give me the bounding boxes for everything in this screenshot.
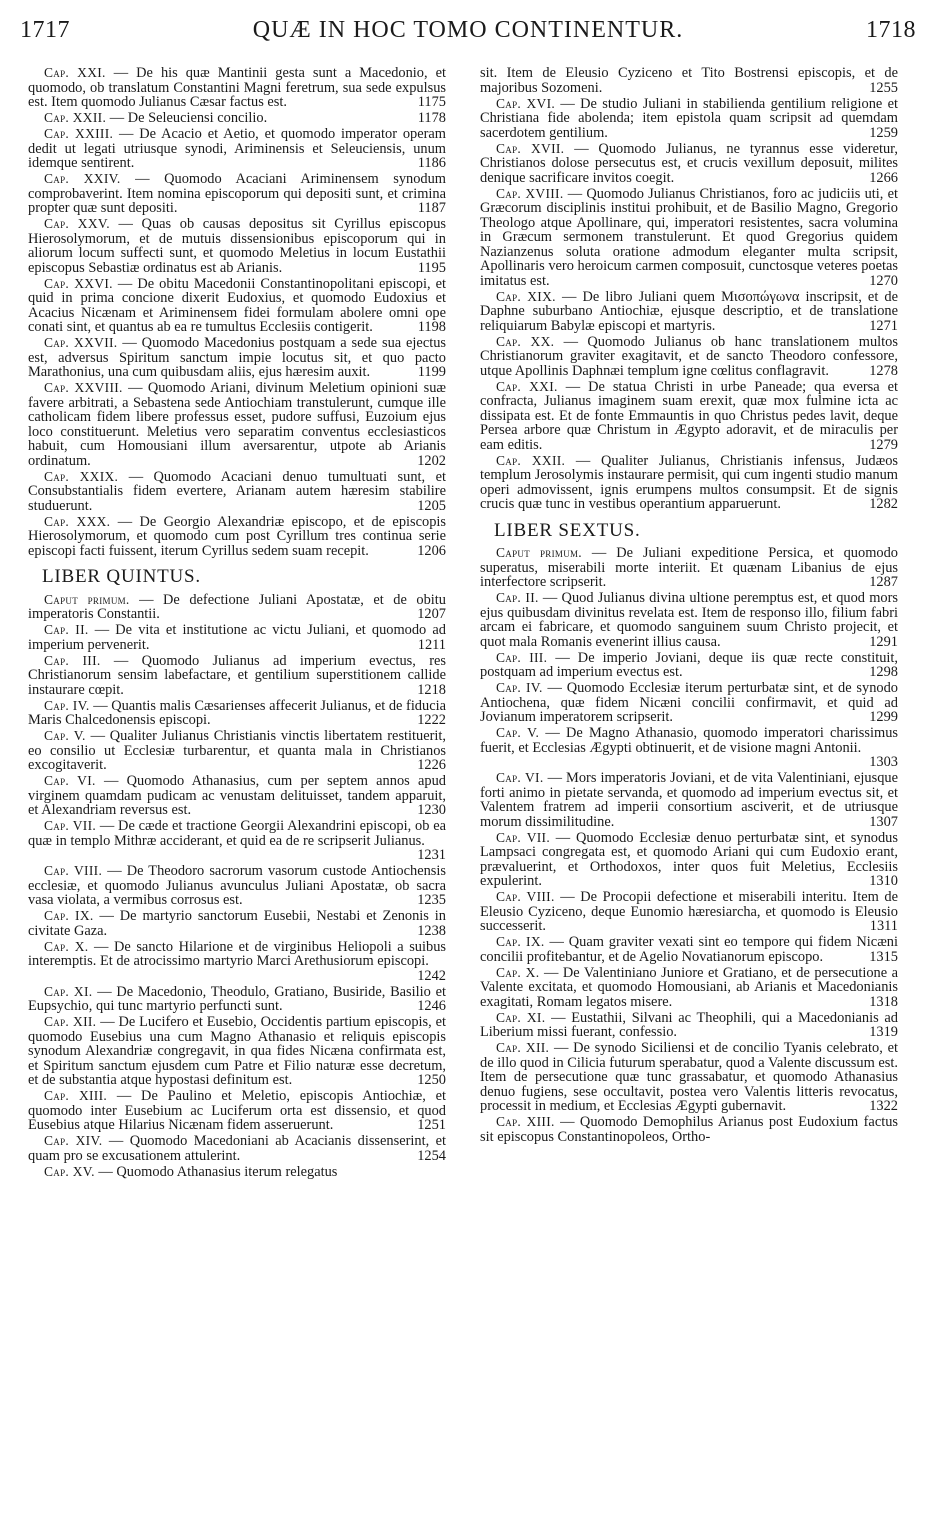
- chapter-page-number: 1211: [417, 636, 446, 653]
- chapter-label: Cap. XXX.: [44, 513, 111, 529]
- chapter-text: — Quomodo Demophilus Arianus post Eudoxium factus sit episcopus Constantinopoleos, Ortho-: [480, 1114, 898, 1145]
- chapter-text: — Quod Julianus divina ultione peremptus est, et quod mors ejus quibusdam divinitus revelata est. Item de responso illo, filium fabri arcam ei fabricare, et quomodo sanguinem suum Christo projecit, et quot mala Romanis evenerint illius causa.: [480, 590, 898, 650]
- chapter-label: Cap. VII.: [44, 818, 97, 833]
- chapter-entry: [480, 890, 898, 934]
- chapter-label: Cap. XII.: [496, 1040, 550, 1055]
- chapter-label: Cap. XVIII.: [496, 185, 564, 201]
- chapter-text: — Quomodo Athanasius, cum per septem annos apud virginem quamdam pudicam ac venustam delituisset, tandem apparuit, et Alexandriam reversus est.: [28, 773, 446, 818]
- chapter-text: — De synodo Siciliensi et de concilio Tyanis celebrato, et de illo quod in Cilicia futurum sperabatur, quod a Valente discussum est. Item de persecutione quæ tunc grassabatur, et quomodo Athanasius denuo fugiens, sese occultavit, postea vero Valentis litteris revocatus, processit in medium, et Ecclesias Ægypti gubernavit.: [480, 1040, 898, 1114]
- chapter-entry: [480, 1041, 898, 1114]
- chapter-text: — De Theodoro sacrorum vasorum custode Antiochensis ecclesiæ, et quomodo Julianus avunculus Juliani Apostatæ, ob sacra vasa violata, a vermibus corrosus est.: [28, 863, 446, 908]
- chapter-page-number: 1291: [869, 633, 898, 650]
- chapter-text: — De defectione Juliani Apostatæ, et de obitu imperatoris Constantii.: [28, 591, 446, 622]
- chapter-page-number: 1218: [417, 681, 446, 698]
- chapter-text: — Quomodo Ecclesiæ denuo perturbatæ sint, et synodus Lampsaci congregata est, et quomodo Ariani qui cum Eudoxio erant, prævaluerint, et Orthodoxos, inter quos fuit Meletius, Ecclesiis expulerint.: [480, 829, 898, 889]
- chapter-label: Cap. XXIX.: [44, 468, 119, 484]
- chapter-text: — Qualiter Julianus, Christianis infensus, Judæos templum Jerosolymis instaurare permisit, qui cum ingenti studio manum operi admovissent, ignis erumpens multos consumpsit. Et de signis crucis quæ tunc in vestibus operantium apparuerunt.: [480, 452, 898, 512]
- chapter-page-number: 1319: [869, 1024, 898, 1040]
- chapter-text: — Quomodo Julianus ob hanc translationem multos Christianorum graviter exagitavit, et de sancto Theodoro confessore, utque Apollinis Daphnæi templum igne cœlitus conflagravit.: [480, 333, 898, 379]
- chapter-entry: [28, 381, 446, 468]
- chapter-label: Cap. XIII.: [496, 1114, 555, 1129]
- chapter-text: — De sancto Hilarione et de virginibus Heliopoli a suibus interemptis. Et de atrocissimo martyrio Marci Arethusiorum episcopi.: [28, 938, 446, 969]
- chapter-page-number: 1238: [417, 922, 446, 939]
- chapter-entry: [28, 336, 446, 380]
- chapter-page-number: 1311: [869, 918, 898, 934]
- chapter-text: — Quomodo Macedonius postquam a sede sua ejectus est, adversus Spiritum sanctum impie locutus sit, et quo pacto Marathonius, una cum quibusdam aliis, ejus hæresim auxit.: [28, 335, 446, 380]
- chapter-page-number: 1242: [417, 967, 446, 984]
- chapter-label: Cap. IV.: [44, 697, 90, 713]
- chapter-page-number: 1318: [869, 993, 898, 1010]
- chapter-label: Cap. XIII.: [44, 1088, 108, 1103]
- page-number-right: 1718: [865, 16, 916, 43]
- chapter-page-number: 1255: [869, 79, 898, 96]
- chapter-text: — Quomodo Julianus ad imperium evectus, res Christianorum sensim labefactare, et gentilium superstitionem callide instaurare cœpit.: [28, 652, 446, 698]
- chapter-entry: [28, 729, 446, 773]
- chapter-label: Cap. V.: [496, 725, 540, 740]
- chapter-entry: [28, 985, 446, 1014]
- chapter-entry: [480, 546, 898, 590]
- chapter-label: Cap. XXIII.: [44, 126, 114, 141]
- chapter-text: sit. Item de Eleusio Cyziceno et Tito Bostrensi episcopis, et de majoribus Sozomeni.: [480, 65, 898, 96]
- chapter-entry: [28, 774, 446, 818]
- chapter-page-number: 1175: [417, 94, 446, 110]
- entries-liber-quintus: [28, 593, 446, 1180]
- chapter-entry: [28, 277, 446, 335]
- chapter-entry: [480, 591, 898, 649]
- chapter-text: — De imperio Joviani, deque iis quæ recte constituit, postquam ad imperium evectus est.: [480, 649, 898, 680]
- chapter-page-number: 1271: [869, 317, 898, 334]
- entries-liber-quartus: [28, 66, 446, 558]
- chapter-entry: [28, 819, 446, 863]
- chapter-page-number: 1303: [869, 754, 898, 770]
- chapter-label: Cap. XXVII.: [44, 335, 118, 350]
- chapter-text: — Quomodo Acaciani denuo tumultuati sunt, et Consubstantialis fidem evertere, Arianam autem hæresim stabilire studuerunt.: [28, 468, 446, 514]
- chapter-entry: [28, 864, 446, 908]
- chapter-label: Cap. X.: [496, 964, 540, 980]
- page-number-left: 1717: [20, 16, 70, 43]
- chapter-page-number: 1202: [417, 452, 446, 469]
- chapter-text: — De Georgio Alexandriæ episcopo, et de episcopis Hierosolymorum, et quomodo cum post Cyrillum tres continua serie episcopi facti fuissent, iterum Cyrillus sedem suam recepit.: [28, 513, 446, 559]
- chapter-text: — De obitu Macedonii Constantinopolitani episcopi, et quid in prima concione dixerit Eudoxius, et quomodo Eudoxius et Acacius Nicænam et Ariminensem fidei formulam abolere omni ope conati sint, et quantus ab ea re tumultus Ecclesiis contigerit.: [28, 275, 446, 335]
- chapter-entry: [480, 97, 898, 141]
- chapter-entry: [480, 335, 898, 379]
- chapter-entry: [28, 515, 446, 559]
- chapter-page-number: 1278: [869, 362, 898, 379]
- chapter-page-number: 1226: [417, 757, 446, 773]
- chapter-text: — De cæde et tractione Georgii Alexandrini episcopi, ob ea quæ in templo Mithræ acciderant, et quid ea de re scripserit Julianus.: [28, 818, 446, 849]
- chapter-entry: [28, 1089, 446, 1133]
- chapter-entry: [480, 1115, 898, 1144]
- chapter-label: Cap. VII.: [496, 829, 551, 845]
- chapter-label: Cap. XIV.: [44, 1133, 103, 1148]
- chapter-entry: [480, 454, 898, 512]
- chapter-page-number: 1250: [417, 1072, 446, 1088]
- chapter-page-number: 1259: [869, 124, 898, 141]
- chapter-page-number: 1299: [869, 709, 898, 725]
- chapter-text: — De Juliani expeditione Persica, et quomodo superatus, miserabili morte interiit. Et quænam Libanius de ejus interfectore scripserit.: [480, 545, 898, 590]
- chapter-label: Cap. IX.: [44, 908, 94, 923]
- chapter-text: — Quomodo Julianus Christianos, foro ac judiciis uti, et Græcorum disciplinis institui prohibuit, et de Basilio Magno, Gregorio Theologo atque Apollinare, qui, imperatori resistentes, sacra volumina in Græcum sermonem transtulerunt. Et quod Gregorius quidem Nazianzenus soluta oratione admodum eleganter multa scripsit, Apollinaris vero heroicum carmen composuit, cunctosque veteres poetas imitatus est.: [480, 185, 898, 289]
- chapter-text: — De Valentiniano Juniore et Gratiano, et de persecutione a Valente excitata, et quomodo Homousiani, ab Arianis et Macedonianis exagitati, Romam legatos misere.: [480, 964, 898, 1010]
- chapter-label: Cap. XXIV.: [44, 171, 121, 186]
- chapter-label: Cap. XXV.: [44, 216, 110, 231]
- chapter-label: Cap. II.: [44, 622, 89, 637]
- chapter-page-number: 1246: [417, 998, 446, 1014]
- chapter-entry: [28, 470, 446, 514]
- chapter-text: — Quomodo Macedoniani ab Acacianis dissenserint, et quam pro se excusationem attulerint.: [28, 1133, 446, 1164]
- chapter-text: — Quas ob causas depositus sit Cyrillus episcopus Hierosolymorum, et de mutuis dissensionibus episcoporum qui in aliorum locum suffecti sunt, et quomodo Meletius in locum Eustathii episcopus Sebastiæ ordinatus est ab Arianis.: [28, 216, 446, 276]
- chapter-page-number: 1279: [869, 436, 898, 453]
- chapter-text: — De martyrio sanctorum Eusebii, Nestabi et Zenonis in civitate Gaza.: [28, 908, 446, 939]
- chapter-label: Cap. XVI.: [496, 95, 556, 111]
- entries-liber-quintus-cont: [480, 66, 898, 512]
- chapter-page-number: 1322: [869, 1098, 898, 1114]
- chapter-text: — De Macedonio, Theodulo, Gratiano, Busiride, Basilio et Eupsychio, qui tunc martyrio perfuncti sunt.: [28, 983, 446, 1014]
- chapter-label: Cap. XI.: [496, 1009, 546, 1025]
- book-heading-liber-quintus: LIBER QUINTUS.: [42, 566, 201, 587]
- chapter-entry: [480, 831, 898, 889]
- entries-liber-sextus: [480, 546, 898, 1144]
- chapter-label: Cap. II.: [496, 590, 539, 605]
- chapter-page-number: 1178: [417, 110, 446, 126]
- chapter-label: Cap. III.: [496, 649, 548, 665]
- chapter-page-number: 1231: [417, 847, 446, 863]
- chapter-text: — Eustathii, Silvani ac Theophili, qui a Macedonianis ad Liberium missi fuerant, confessio.: [480, 1009, 898, 1040]
- chapter-label: Cap. XXI.: [496, 378, 558, 394]
- book-heading-liber-sextus: LIBER SEXTUS.: [494, 519, 641, 541]
- chapter-page-number: 1298: [869, 664, 898, 680]
- chapter-label: Cap. IV.: [496, 680, 543, 695]
- chapter-label: Cap. XXVI.: [44, 275, 113, 291]
- chapter-label: Cap. XIX.: [496, 288, 556, 304]
- chapter-page-number: 1195: [417, 259, 446, 276]
- chapter-entry: [480, 1011, 898, 1040]
- chapter-label: Cap. XV.: [44, 1163, 95, 1179]
- chapter-page-number: 1186: [417, 155, 446, 171]
- chapter-entry: [480, 681, 898, 725]
- chapter-label: Cap. VI.: [44, 773, 96, 788]
- chapter-label: Cap. IX.: [496, 934, 545, 949]
- chapter-entry: [28, 654, 446, 698]
- chapter-label: Cap. XII.: [44, 1014, 97, 1029]
- chapter-entry: [480, 380, 898, 453]
- chapter-label: Cap. XXVIII.: [44, 380, 123, 395]
- chapter-text: — Quomodo Athanasius iterum relegatus: [98, 1163, 338, 1180]
- chapter-entry: [28, 217, 446, 275]
- chapter-entry: [480, 651, 898, 680]
- left-column: [28, 66, 446, 1181]
- chapter-label: Cap. XXII.: [496, 452, 566, 468]
- chapter-entry: [480, 142, 898, 186]
- chapter-entry: [480, 290, 898, 334]
- chapter-text: — De Acacio et Aetio, et quomodo imperator operam dedit ut legati utriusque synodi, Ariminensis et Seleuciensis, unum idemque sentirent.: [28, 126, 447, 171]
- chapter-entry: [28, 593, 446, 622]
- running-title: QUÆ IN HOC TOMO CONTINENTUR.: [252, 16, 684, 43]
- right-column: [480, 66, 898, 1146]
- chapter-entry: [28, 127, 446, 171]
- chapter-text: — De Seleuciensi concilio.: [109, 110, 268, 126]
- chapter-text: — De vita et institutione ac victu Juliani, et quomodo ad imperium pervenerit.: [28, 622, 446, 653]
- chapter-page-number: 1199: [417, 364, 446, 380]
- chapter-entry: [28, 1165, 446, 1180]
- chapter-page-number: 1198: [417, 319, 446, 335]
- chapter-text: — De statua Christi in urbe Paneade; qua eversa et confracta, Julianus imaginem suam erexit, quæ mox fulmine icta ac dissipata est. Et de fonte Emmauntis in quo Christus pedes lavit, deque Persea arbore quæ Christum in Ægypto adoravit, et de miraculis per eam editis.: [480, 378, 898, 453]
- chapter-label: Caput primum.: [496, 545, 582, 560]
- chapter-entry: [480, 771, 898, 829]
- chapter-text: — Quomodo Ariani, divinum Meletium opinioni suæ favere arbitrati, a Sebastena sede Antiochiam transtulerunt, cumque ille catholicam fidem libere professus esset, pudore suffusi, Euzoium ejus loco constituerunt. Meletius vero separatim conventus ecclesiasticos habuit, cum Homousiani illum aversarentur, utpote ab Arianis ordinatum.: [28, 380, 447, 469]
- chapter-page-number: 1310: [869, 873, 898, 889]
- chapter-page-number: 1266: [869, 169, 898, 186]
- chapter-page-number: 1205: [417, 497, 446, 514]
- chapter-page-number: 1287: [869, 574, 898, 590]
- chapter-entry: [480, 187, 898, 289]
- chapter-label: Cap. III.: [44, 652, 101, 668]
- chapter-page-number: 1282: [869, 496, 898, 512]
- chapter-text: — Quomodo Julianus, ne tyrannus esse videretur, Christianos dolose persecutus est, et crucis vexillum deposuit, milites denique sacrificare invitos coegit.: [480, 140, 898, 186]
- chapter-page-number: 1315: [869, 948, 898, 965]
- chapter-entry: [28, 940, 446, 984]
- chapter-entry: [28, 699, 446, 728]
- chapter-entry: [28, 1134, 446, 1163]
- chapter-label: Cap. XXI.: [44, 65, 106, 80]
- chapter-text: — Quomodo Ecclesiæ iterum perturbatæ sint, et de synodo Antiochena, quæ fidem Nicæni concilii confirmavit, et quid ad Jovianum imperatorem scripserit.: [480, 680, 898, 725]
- chapter-label: Cap. XI.: [44, 983, 93, 999]
- page-header: [20, 10, 916, 50]
- chapter-text: — Quam graviter vexati sint eo tempore qui fidem Nicæni concilii profitebantur, et de Agelio Novatianorum episcopo.: [480, 934, 898, 965]
- chapter-page-number: 1222: [417, 712, 446, 728]
- chapter-entry: [28, 66, 446, 110]
- chapter-entry: [28, 111, 446, 126]
- chapter-label: Cap. XX.: [496, 333, 555, 349]
- chapter-text: — De Magno Athanasio, quomodo imperatori charissimus fuerit, et Ecclesias Ægypti obtinuerit, et de visione magni Antonii.: [480, 725, 898, 756]
- chapter-label: Cap. XXII.: [44, 110, 107, 125]
- chapter-entry: [480, 66, 898, 95]
- chapter-page-number: 1206: [417, 542, 446, 559]
- chapter-entry: [480, 726, 898, 770]
- chapter-text: — De Procopii defectione et miserabili interitu. Item de Eleusio Cyziceno, deque Eunomio hæresiarcha, et quomodo is Eleusio successerit.: [480, 889, 898, 934]
- chapter-label: Caput primum.: [44, 591, 130, 607]
- chapter-page-number: 1270: [869, 272, 898, 289]
- chapter-text: — Quantis malis Cæsarienses affecerit Julianus, et de fiducia Maris Chalcedonensis episcopi.: [28, 697, 446, 728]
- chapter-text: — De Lucifero et Eusebio, Occidentis partium episcopis, et quomodo Eusebius una cum Magno Athanasio et reliquis episcopis synodum Alexandriæ congregavit, in qua fides Nicæna confirmata est, et Spiritum sanctum ejusdem cum Patre et Filio naturæ esse decretum, et de substantia atque hypostasi definitum est.: [28, 1014, 446, 1088]
- chapter-label: Cap. XVII.: [496, 140, 565, 156]
- chapter-text: — De his quæ Mantinii gesta sunt a Macedonio, et quomodo, ob translatum Constantini Magni feretrum, sua sede expulsus est. Item quomodo Julianus Cæsar factus est.: [28, 65, 446, 110]
- chapter-page-number: 1254: [417, 1147, 446, 1164]
- chapter-text: — De Paulino et Meletio, episcopis Antiochiæ, et quomodo inter Eusebium ac Luciferum orta est dissensio, et quod Eusebius atque Hilarius Nicænam fidem asseruerunt.: [28, 1088, 446, 1133]
- chapter-text: — Qualiter Julianus Christianis vinctis libertatem restituerit, eo consilio ut Ecclesiæ turbarentur, et quanta mala in Christianos excogitaverit.: [28, 728, 447, 773]
- chapter-page-number: 1235: [417, 892, 446, 908]
- chapter-entry: [28, 172, 446, 216]
- chapter-page-number: 1307: [869, 813, 898, 830]
- chapter-page-number: 1207: [417, 606, 446, 622]
- chapter-entry: [480, 966, 898, 1010]
- chapter-page-number: 1251: [417, 1117, 446, 1133]
- chapter-label: Cap. V.: [44, 728, 86, 743]
- chapter-label: Cap. VIII.: [496, 889, 555, 904]
- chapter-entry: [480, 935, 898, 964]
- chapter-text: — Mors imperatoris Joviani, et de vita Valentiniani, ejusque forti animo in pietate servanda, et quomodo ad imperium evectus sit, et Valentem fratrem ad imperii consortium asciverit, et de utriusque morum dissimilitudine.: [480, 770, 898, 830]
- chapter-text: — De studio Juliani in stabilienda gentilium religione et Christiana fide abolenda; item epistola quam scripsit ad quemdam sacerdotem gentilium.: [480, 95, 898, 141]
- chapter-entry: [28, 909, 446, 938]
- chapter-text: — Quomodo Acaciani Ariminensem synodum comprobaverint. Item nomina episcoporum qui depositi sunt, et crimina propter quæ sunt depositi.: [28, 171, 446, 216]
- chapter-page-number: 1187: [417, 200, 446, 216]
- chapter-entry: [28, 1015, 446, 1088]
- chapter-label: Cap. VIII.: [44, 863, 103, 878]
- chapter-label: Cap. VI.: [496, 770, 544, 785]
- chapter-label: Cap. X.: [44, 938, 89, 954]
- chapter-text: — De libro Juliani quem Μισοπώγωνα inscripsit, et de Daphne suburbano Antiochiæ, ejusque descriptio, et de translatione reliquiarum Babylæ episcopi et martyris.: [480, 288, 898, 334]
- chapter-page-number: 1230: [417, 802, 446, 818]
- chapter-entry: [28, 623, 446, 652]
